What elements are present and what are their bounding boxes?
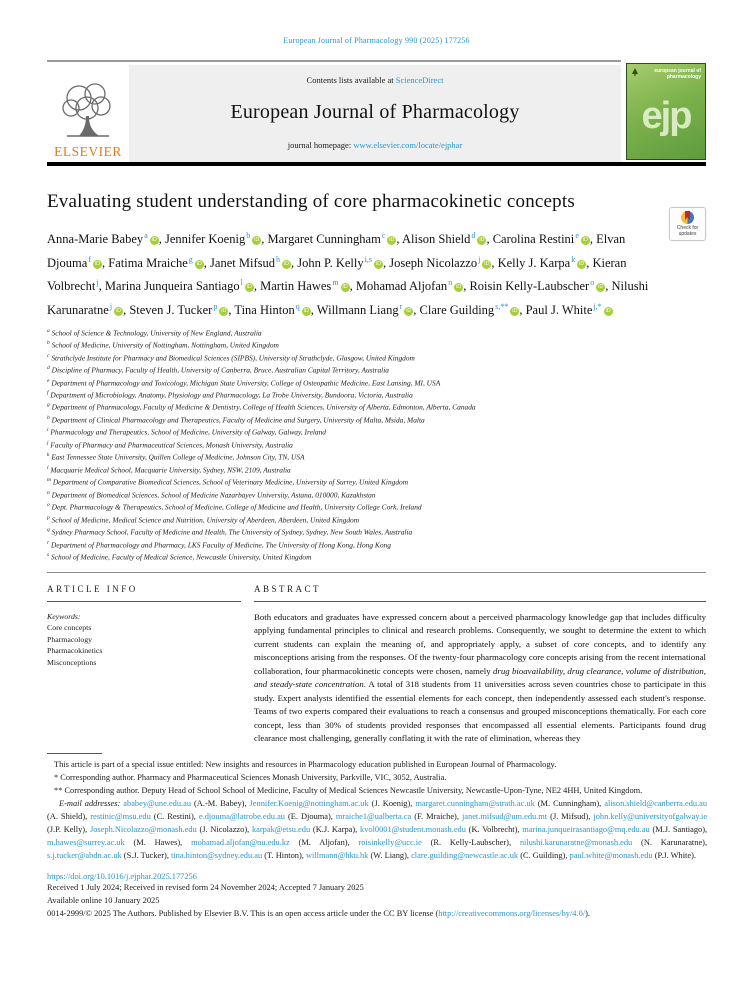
- author: Fatima Mraiche $^g$iD ,: [108, 254, 211, 270]
- email-link[interactable]: kvol0001@student.monash.edu: [360, 824, 466, 834]
- email-owner: (R. Kelly-Laubscher),: [430, 837, 512, 847]
- email-entry: [47, 851, 171, 860]
- keyword: Core concepts: [47, 623, 92, 633]
- author-affiliation-sup: g: [188, 254, 193, 264]
- license-link[interactable]: http://creativecommons.org/licenses/by/4.0/: [438, 908, 586, 918]
- affiliation: [47, 450, 706, 462]
- email-link[interactable]: margaret.cunningham@strath.ac.uk: [415, 798, 535, 808]
- journal-banner: [129, 65, 621, 162]
- orcid-icon[interactable]: iD: [479, 237, 485, 244]
- author: Nilushi Karunaratne $^j$iD ,: [47, 279, 649, 318]
- author-name: Nilushi Karunaratne: [47, 279, 649, 318]
- author: Jennifer Koenig $^b$iD ,: [165, 231, 268, 247]
- affiliation-sup: f: [47, 389, 49, 396]
- author-name: Carolina Restini: [492, 232, 575, 247]
- affiliation-sup: g: [47, 402, 50, 409]
- author-name: Jennifer Koenig: [165, 232, 246, 247]
- affiliation-sup: s: [47, 552, 50, 559]
- keyword: Misconceptions: [47, 657, 97, 667]
- author-name: Kieran Volbrecht: [47, 255, 627, 294]
- email-owner: (S.J. Tucker),: [123, 850, 169, 860]
- affiliation-sup: n: [47, 489, 50, 496]
- affiliation: [47, 376, 706, 388]
- affiliation-sup: i: [47, 427, 49, 434]
- affiliation-sup: a: [47, 327, 50, 334]
- email-entry: [171, 851, 306, 860]
- email-link[interactable]: marina.junqueirasantiago@mq.edu.au: [522, 824, 650, 834]
- affiliation-text: Department of Biomedical Sciences, School of Medicine Nazarbayev University, Astana, 010000, Kazakhstan: [51, 490, 376, 500]
- author: Elvan Djouma $^f$iD ,: [47, 232, 626, 270]
- email-link[interactable]: clare.guilding@newcastle.ac.uk: [411, 850, 519, 860]
- keywords-label: Keywords:: [47, 611, 81, 621]
- orcid-icon[interactable]: iD: [94, 260, 101, 267]
- article-info-rule: [47, 601, 241, 602]
- author: Kieran Volbrecht $^j$,: [47, 255, 627, 294]
- email-owner: (J. Koenig),: [371, 798, 413, 808]
- affiliation: [47, 388, 706, 400]
- journal-citation-link[interactable]: European Journal of Pharmacology 990 (2025) 177256: [283, 36, 470, 45]
- orcid-icon[interactable]: iD: [406, 308, 412, 315]
- affiliation-sup: o: [47, 502, 50, 509]
- email-owner: (F. Mraiche),: [414, 811, 459, 821]
- author-affiliation-sup: p: [213, 301, 218, 311]
- affiliation: [47, 363, 706, 375]
- check-for-updates-badge[interactable]: [669, 207, 706, 241]
- email-link[interactable]: m.hawes@surrey.ac.uk: [47, 837, 125, 847]
- author: Steven J. Tucker $^p$iD ,: [129, 301, 235, 318]
- orcid-icon[interactable]: iD: [115, 308, 122, 315]
- homepage-url-link[interactable]: www.elsevier.com/locate/ejphar: [353, 140, 463, 150]
- author-name: Janet Mifsud: [210, 255, 275, 270]
- affiliation: [47, 488, 706, 500]
- orcid-icon[interactable]: iD: [254, 237, 260, 244]
- affiliation-sup: b: [47, 340, 50, 347]
- author: Janet Mifsud $^h$iD ,: [210, 254, 298, 270]
- affiliation-text: Pharmacology and Therapeutics, School of Medicine, University of Galway, Galway, Ireland: [50, 427, 326, 437]
- affiliation: [47, 513, 706, 525]
- author-affiliation-sup: j: [478, 254, 481, 264]
- copyright-close: ).: [585, 908, 590, 918]
- author-name: John P. Kelly: [297, 255, 364, 270]
- email-link[interactable]: s.j.tucker@abdn.ac.uk: [47, 850, 122, 860]
- email-link[interactable]: mraiche1@ualberta.ca: [335, 811, 412, 821]
- author-affiliation-sup: c: [381, 231, 386, 240]
- affiliation-sup: d: [47, 365, 50, 372]
- author-affiliation-sup: j: [109, 301, 113, 311]
- email-link[interactable]: janet.mifsud@um.edu.mt: [461, 811, 548, 821]
- affiliation-text: Discipline of Pharmacy, Faculty of Health, University of Canberra, Bruce, Australian Capital Territory, Australia: [51, 365, 389, 375]
- abstract-rule: [254, 601, 706, 602]
- abstract-part2: . A total of 318 students from 11 universities across seven countries chose to participate in this study. Expert analysts identified the essential elements for each concept, then independently assessed each student's response. Teams of two experts compared their evaluations to reach a consensus and grouped misconceptions thematically. For each core concept, less than 30% of students provided responses that encompassed all essential elements. Participants found drug clearance most challenging, generally conflating it with the rate of elimination, whereas they: [254, 679, 706, 744]
- email-owner: (W. Liang),: [370, 850, 409, 860]
- email-entry: [306, 851, 411, 860]
- author-name: Alison Shield: [401, 232, 471, 247]
- affiliation: [47, 338, 706, 350]
- email-entry: [90, 812, 199, 821]
- email-entry: [191, 838, 358, 847]
- received-dates: Received 1 July 2024; Received in revised form 24 November 2024; Accepted 7 January 2025: [47, 882, 364, 892]
- author-name: Steven J. Tucker: [129, 303, 213, 318]
- footnotes: [47, 758, 707, 862]
- affiliation: [47, 463, 706, 475]
- email-link[interactable]: john.kelly@universityofgalway.ie: [593, 811, 708, 821]
- header-bottom-bar: [47, 162, 706, 166]
- author-name: Fatima Mraiche: [108, 255, 188, 270]
- email-link[interactable]: restinic@msu.edu: [90, 811, 151, 821]
- affiliation: [47, 425, 706, 437]
- affiliation: [47, 550, 706, 562]
- email-entry: [47, 838, 191, 847]
- contents-text: Contents lists available at: [306, 75, 394, 85]
- email-entry: [123, 799, 249, 808]
- article-info-section: [47, 584, 241, 746]
- author-affiliation-sup: i,s: [364, 254, 372, 264]
- author-affiliation-sup: b: [246, 231, 251, 240]
- email-owner: (M. Hawes),: [133, 837, 183, 847]
- copyright-text: 0014-2999/© 2025 The Authors. Published by Elsevier B.V. This is an open access article under the CC BY license (: [47, 908, 439, 918]
- homepage-line: [288, 140, 463, 150]
- abstract-section: [254, 584, 706, 746]
- section-divider-rule: [47, 572, 706, 573]
- orcid-icon[interactable]: iD: [342, 284, 348, 291]
- affiliation-text: East Tennessee State University, Quillen College of Medicine, Johnson City, TN, USA: [51, 452, 305, 462]
- affiliation-sup: p: [47, 514, 50, 521]
- email-entry: [415, 799, 604, 808]
- email-entry: [570, 851, 696, 860]
- author: Martin Hawes $^m$iD ,: [260, 278, 356, 294]
- email-link[interactable]: tina.hinton@sydney.edu.au: [171, 850, 263, 860]
- author: Anna-Marie Babey $^a$iD ,: [47, 231, 166, 247]
- email-link[interactable]: karpak@etsu.edu: [251, 824, 311, 834]
- email-link[interactable]: Jennifer.Koenig@nottingham.ac.uk: [249, 798, 369, 808]
- corresponding-author-1: * Corresponding author. Pharmacy and Pharmaceutical Sciences Monash University, Parkville, VIC, 3052, Australia.: [54, 772, 447, 782]
- contents-line: [307, 75, 444, 85]
- author-name: Roisin Kelly-Laubscher: [469, 279, 590, 294]
- email-entry: [90, 825, 252, 834]
- orcid-icon[interactable]: iD: [303, 308, 309, 315]
- orcid-icon[interactable]: iD: [196, 260, 202, 267]
- author: Marina Junqueira Santiago $^l$iD ,: [104, 278, 261, 294]
- author-affiliation-sup: m: [332, 278, 339, 288]
- author-name: Martin Hawes: [260, 279, 332, 294]
- affiliation-sup: c: [47, 352, 50, 359]
- author: [526, 303, 613, 317]
- author: Margaret Cunningham $^c$iD ,: [267, 231, 402, 247]
- elsevier-logo[interactable]: [47, 62, 129, 162]
- orcid-icon[interactable]: iD: [484, 260, 490, 267]
- abstract-heading: ABSTRACT: [254, 583, 322, 594]
- doi-line: [47, 872, 706, 881]
- author-affiliation-sup: n: [448, 278, 453, 288]
- email-owner: (C. Guilding),: [520, 850, 568, 860]
- sciencedirect-link[interactable]: ScienceDirect: [395, 75, 444, 85]
- affiliation-text: Department of Comparative Biomedical Sciences, School of Veterinary Medicine, University of Surrey, United Kingdom: [52, 477, 409, 487]
- affiliation-text: School of Science & Technology, University of New England, Australia: [51, 328, 262, 338]
- email-owner: (P.J. White).: [654, 850, 696, 860]
- affiliation: [47, 500, 706, 512]
- email-link[interactable]: mohamad.aljofan@nu.edu.kz: [191, 837, 290, 847]
- orcid-icon[interactable]: iD: [605, 308, 611, 315]
- email-link[interactable]: nilushi.karunaratne@monash.edu: [519, 837, 633, 847]
- badge-text-line2: updates: [678, 231, 697, 237]
- available-online: Available online 10 January 2025: [47, 895, 160, 905]
- orcid-icon[interactable]: iD: [221, 308, 227, 315]
- email-owner: (E. Djouma),: [288, 811, 333, 821]
- affiliation: [47, 351, 706, 363]
- author: Carolina Restini $^e$iD ,: [492, 231, 597, 247]
- homepage-label: journal homepage:: [287, 140, 352, 150]
- orcid-icon[interactable]: iD: [283, 260, 290, 267]
- author: Roisin Kelly-Laubscher $^o$iD ,: [469, 278, 612, 294]
- affiliation-sup: q: [47, 527, 50, 534]
- email-entry: [520, 838, 707, 847]
- author: Alison Shield $^d$iD ,: [401, 231, 493, 247]
- email-entry: [252, 825, 360, 834]
- email-entry: [359, 838, 520, 847]
- affiliation: [47, 326, 706, 338]
- special-issue-note: This article is part of a special issue entitled: New insights and resources in Pharmacology education published in European Journal of Pharmacology.: [54, 759, 557, 769]
- affiliation-text: School of Medicine, Medical Science and Nutrition, University of Aberdeen, Aberdeen, United Kingdom: [51, 515, 360, 525]
- email-link[interactable]: e.djouma@latrobe.edu.au: [198, 811, 285, 821]
- email-entry: [462, 812, 593, 821]
- author-affiliation-sup: r: [399, 301, 403, 311]
- affiliation-sup: m: [47, 477, 51, 484]
- author-affiliation-sup: j: [96, 278, 99, 288]
- orcid-icon[interactable]: iD: [375, 260, 382, 267]
- cover-journal-title: european journal of pharmacology: [654, 68, 701, 80]
- affiliation-text: Department of Pharmacology, Faculty of Medicine & Dentistry, College of Health Sciences, University of Alberta, Edmonton, Alberta, Canada: [51, 402, 476, 412]
- author-name: Joseph Nicolazzo: [389, 255, 478, 270]
- author: Clare Guilding $^{s,**}$iD ,: [419, 301, 526, 318]
- affiliation: [47, 413, 706, 425]
- email-owner: (A. Shield),: [47, 811, 88, 821]
- affiliation-text: Strathclyde Institute for Pharmacy and Biomedical Sciences (SIPBS), University of Strathclyde, Glasgow, United Kingdom: [51, 353, 415, 363]
- email-addresses-label: E-mail addresses:: [59, 798, 121, 808]
- email-addresses: [47, 797, 707, 862]
- email-owner: (M. Cunningham),: [537, 798, 602, 808]
- orcid-icon[interactable]: iD: [582, 237, 588, 244]
- author-name: Willmann Liang: [316, 303, 399, 318]
- affiliation: [47, 525, 706, 537]
- corresponding-author-2: ** Corresponding author. Deputy Head of School School of Medicine, Faculty of Medical Sciences Newcastle University, Newcastle-Upon-Tyne, NE2 4HH, United Kingdom.: [54, 785, 643, 795]
- author-affiliation-sup: o: [590, 278, 595, 288]
- journal-cover-thumbnail[interactable]: [626, 63, 706, 160]
- email-entry: [250, 799, 416, 808]
- affiliation: [47, 438, 706, 450]
- orcid-icon[interactable]: iD: [512, 308, 518, 315]
- author-name: Kelly J. Karpa: [497, 255, 571, 270]
- email-link[interactable]: ababey@une.edu.au: [123, 798, 192, 808]
- affiliation-text: Department of Clinical Pharmacology and Therapeutics, Faculty of Medicine and Surgery, University of Malta, Msida, Malta: [51, 415, 425, 425]
- affiliation: [47, 475, 706, 487]
- journal-citation: [47, 36, 706, 45]
- author-name: Tina Hinton: [234, 303, 295, 318]
- orcid-icon[interactable]: iD: [456, 284, 462, 291]
- keyword-list: [47, 622, 241, 668]
- author: Joseph Nicolazzo $^j$iD ,: [389, 254, 498, 270]
- email-owner: (N. Karunaratne),: [641, 837, 708, 847]
- keyword: Pharmacokinetics: [47, 646, 103, 656]
- author: Kelly J. Karpa $^k$iD ,: [497, 254, 593, 270]
- author-affiliation-sup: f: [88, 254, 91, 264]
- journal-title: European Journal of Pharmacology: [230, 101, 520, 123]
- author: Willmann Liang $^r$iD ,: [316, 301, 420, 318]
- affiliation-text: Faculty of Pharmacy and Pharmaceutical Sciences, Monash University, Australia: [50, 440, 293, 450]
- affiliation-sup: l: [47, 464, 49, 471]
- email-entry: [522, 825, 707, 834]
- email-link[interactable]: Joseph.Nicolazzo@monash.edu: [89, 824, 197, 834]
- email-link[interactable]: paul.white@monash.edu: [569, 850, 653, 860]
- email-owner: (J. Mifsud),: [550, 811, 591, 821]
- author-name: Marina Junqueira Santiago: [104, 279, 240, 294]
- doi-link[interactable]: https://doi.org/10.1016/j.ejphar.2025.177256: [47, 871, 197, 881]
- affiliation: [47, 538, 706, 550]
- author-affiliation-sup: h: [276, 254, 281, 264]
- abstract-text: [254, 611, 706, 746]
- orcid-icon[interactable]: iD: [151, 237, 157, 244]
- email-entry: [360, 825, 522, 834]
- email-owner: (K. Volbrecht),: [468, 824, 520, 834]
- author-affiliation-sup: l: [240, 278, 243, 288]
- author: Mohamad Aljofan $^n$iD ,: [355, 278, 470, 294]
- elsevier-wordmark: ELSEVIER: [54, 144, 122, 159]
- badge-text-line1: Check for: [676, 225, 699, 231]
- orcid-icon[interactable]: iD: [579, 260, 585, 267]
- page-title: Evaluating student understanding of core pharmacokinetic concepts: [47, 191, 575, 212]
- author: John P. Kelly $^{i,s}$iD ,: [297, 254, 390, 270]
- affiliation-text: Macquarie Medical School, Macquarie University, Sydney, NSW, 2109, Australia: [50, 465, 291, 475]
- affiliation-sup: e: [47, 377, 50, 384]
- keyword: Pharmacology: [47, 634, 93, 644]
- email-owner: (M.J. Santiago),: [652, 824, 708, 834]
- affiliation-text: School of Medicine, Faculty of Medical Science, Newcastle University, United Kingdom: [51, 552, 312, 562]
- abstract-core-concepts-italic: drug bioavailability, drug clearance, volume of distribution, and steady-state concentration: [254, 665, 707, 690]
- footnote-rule: [47, 753, 102, 754]
- email-owner: (T. Hinton),: [264, 850, 304, 860]
- email-owner: (M. Aljofan),: [298, 837, 350, 847]
- author-affiliation-sup: s,**: [495, 301, 509, 311]
- author-affiliation-sup: a: [144, 231, 148, 240]
- email-owner: (C. Restini),: [153, 811, 196, 821]
- affiliation-list: [47, 326, 706, 563]
- author-name: Elvan Djouma: [47, 232, 626, 270]
- author-name: Paul J. White: [525, 303, 593, 318]
- abstract-part1: Both educators and graduates have expressed concern about a perceived pharmacology knowledge gap that includes difficulty applying fundamental principles to clinical and research problems. Consequently, we sought to determine the extent to which current students can explain the meaning of, and appropriately apply, a subset of core concepts, and to identify any misconceptions arising from the responses. Of the twenty-four pharmacology core concepts arising from the recent international collaboration, four pharmacokinetic concepts were chosen, namely: [254, 611, 706, 676]
- email-owner: (J. Nicolazzo),: [199, 824, 250, 834]
- author-affiliation-sup: d: [471, 231, 476, 240]
- email-link[interactable]: alison.shield@canberra.edu.au: [604, 798, 708, 808]
- affiliation-text: Department of Microbiology, Anatomy, Physiology and Pharmacology, La Trobe University, Bundoora, Victoria, Australia: [50, 390, 413, 400]
- journal-header: [47, 60, 706, 162]
- email-list: [47, 799, 707, 860]
- author: Tina Hinton $^q$iD ,: [234, 301, 317, 318]
- email-entry: [411, 851, 569, 860]
- affiliation: [47, 400, 706, 412]
- orcid-icon[interactable]: iD: [246, 284, 252, 291]
- author-affiliation-sup: j,*: [593, 301, 602, 311]
- affiliation-sup: j: [47, 439, 49, 446]
- elsevier-tree-icon: [55, 78, 121, 144]
- affiliation-text: School of Medicine, University of Nottingham, Nottingham, United Kingdom: [51, 340, 279, 350]
- author-affiliation-sup: k: [571, 254, 576, 264]
- author-name: Anna-Marie Babey: [47, 232, 144, 247]
- copyright-line: [47, 907, 706, 920]
- affiliation-sup: k: [47, 452, 50, 459]
- author-name: Margaret Cunningham: [267, 232, 381, 247]
- affiliation-text: Sydney Pharmacy School, Faculty of Medicine and Health, The University of Sydney, Sydney, New South Wales, Australia: [51, 527, 413, 537]
- affiliation-sup: r: [47, 539, 50, 546]
- email-link[interactable]: roisinkelly@ucc.ie: [358, 837, 422, 847]
- author-affiliation-sup: e: [575, 231, 579, 240]
- author-name: Mohamad Aljofan: [355, 279, 448, 294]
- cover-ejp-lettering: ejp: [641, 95, 691, 137]
- affiliation-text: Dept. Pharmacology & Therapeutics, School of Medicine, College of Medicine and Health, University College Cork, Ireland: [51, 502, 422, 512]
- affiliation-text: Department of Pharmacology and Toxicology, Michigan State University, College of Osteopathic Medicine, East Lansing, MI, USA: [51, 377, 441, 387]
- author-affiliation-sup: q: [295, 301, 300, 311]
- author-list: [47, 226, 659, 321]
- email-entry: [199, 812, 336, 821]
- orcid-icon[interactable]: iD: [598, 284, 604, 291]
- orcid-icon[interactable]: iD: [389, 237, 395, 244]
- cover-tree-icon: [631, 68, 639, 76]
- crossmark-icon: [681, 211, 694, 224]
- author-name: Clare Guilding: [419, 303, 495, 318]
- affiliation-text: Department of Pharmacology and Pharmacy, LKS Faculty of Medicine, The University of Hong Kong, Hong Kong: [51, 540, 391, 550]
- affiliation-sup: h: [47, 414, 50, 421]
- email-owner: (J.P. Kelly),: [47, 824, 88, 834]
- email-owner: (A.-M. Babey),: [194, 798, 247, 808]
- email-link[interactable]: willmann@hku.hk: [305, 850, 369, 860]
- article-info-heading: ARTICLE INFO: [47, 583, 138, 594]
- email-entry: [336, 812, 462, 821]
- email-owner: (K.J. Karpa),: [312, 824, 358, 834]
